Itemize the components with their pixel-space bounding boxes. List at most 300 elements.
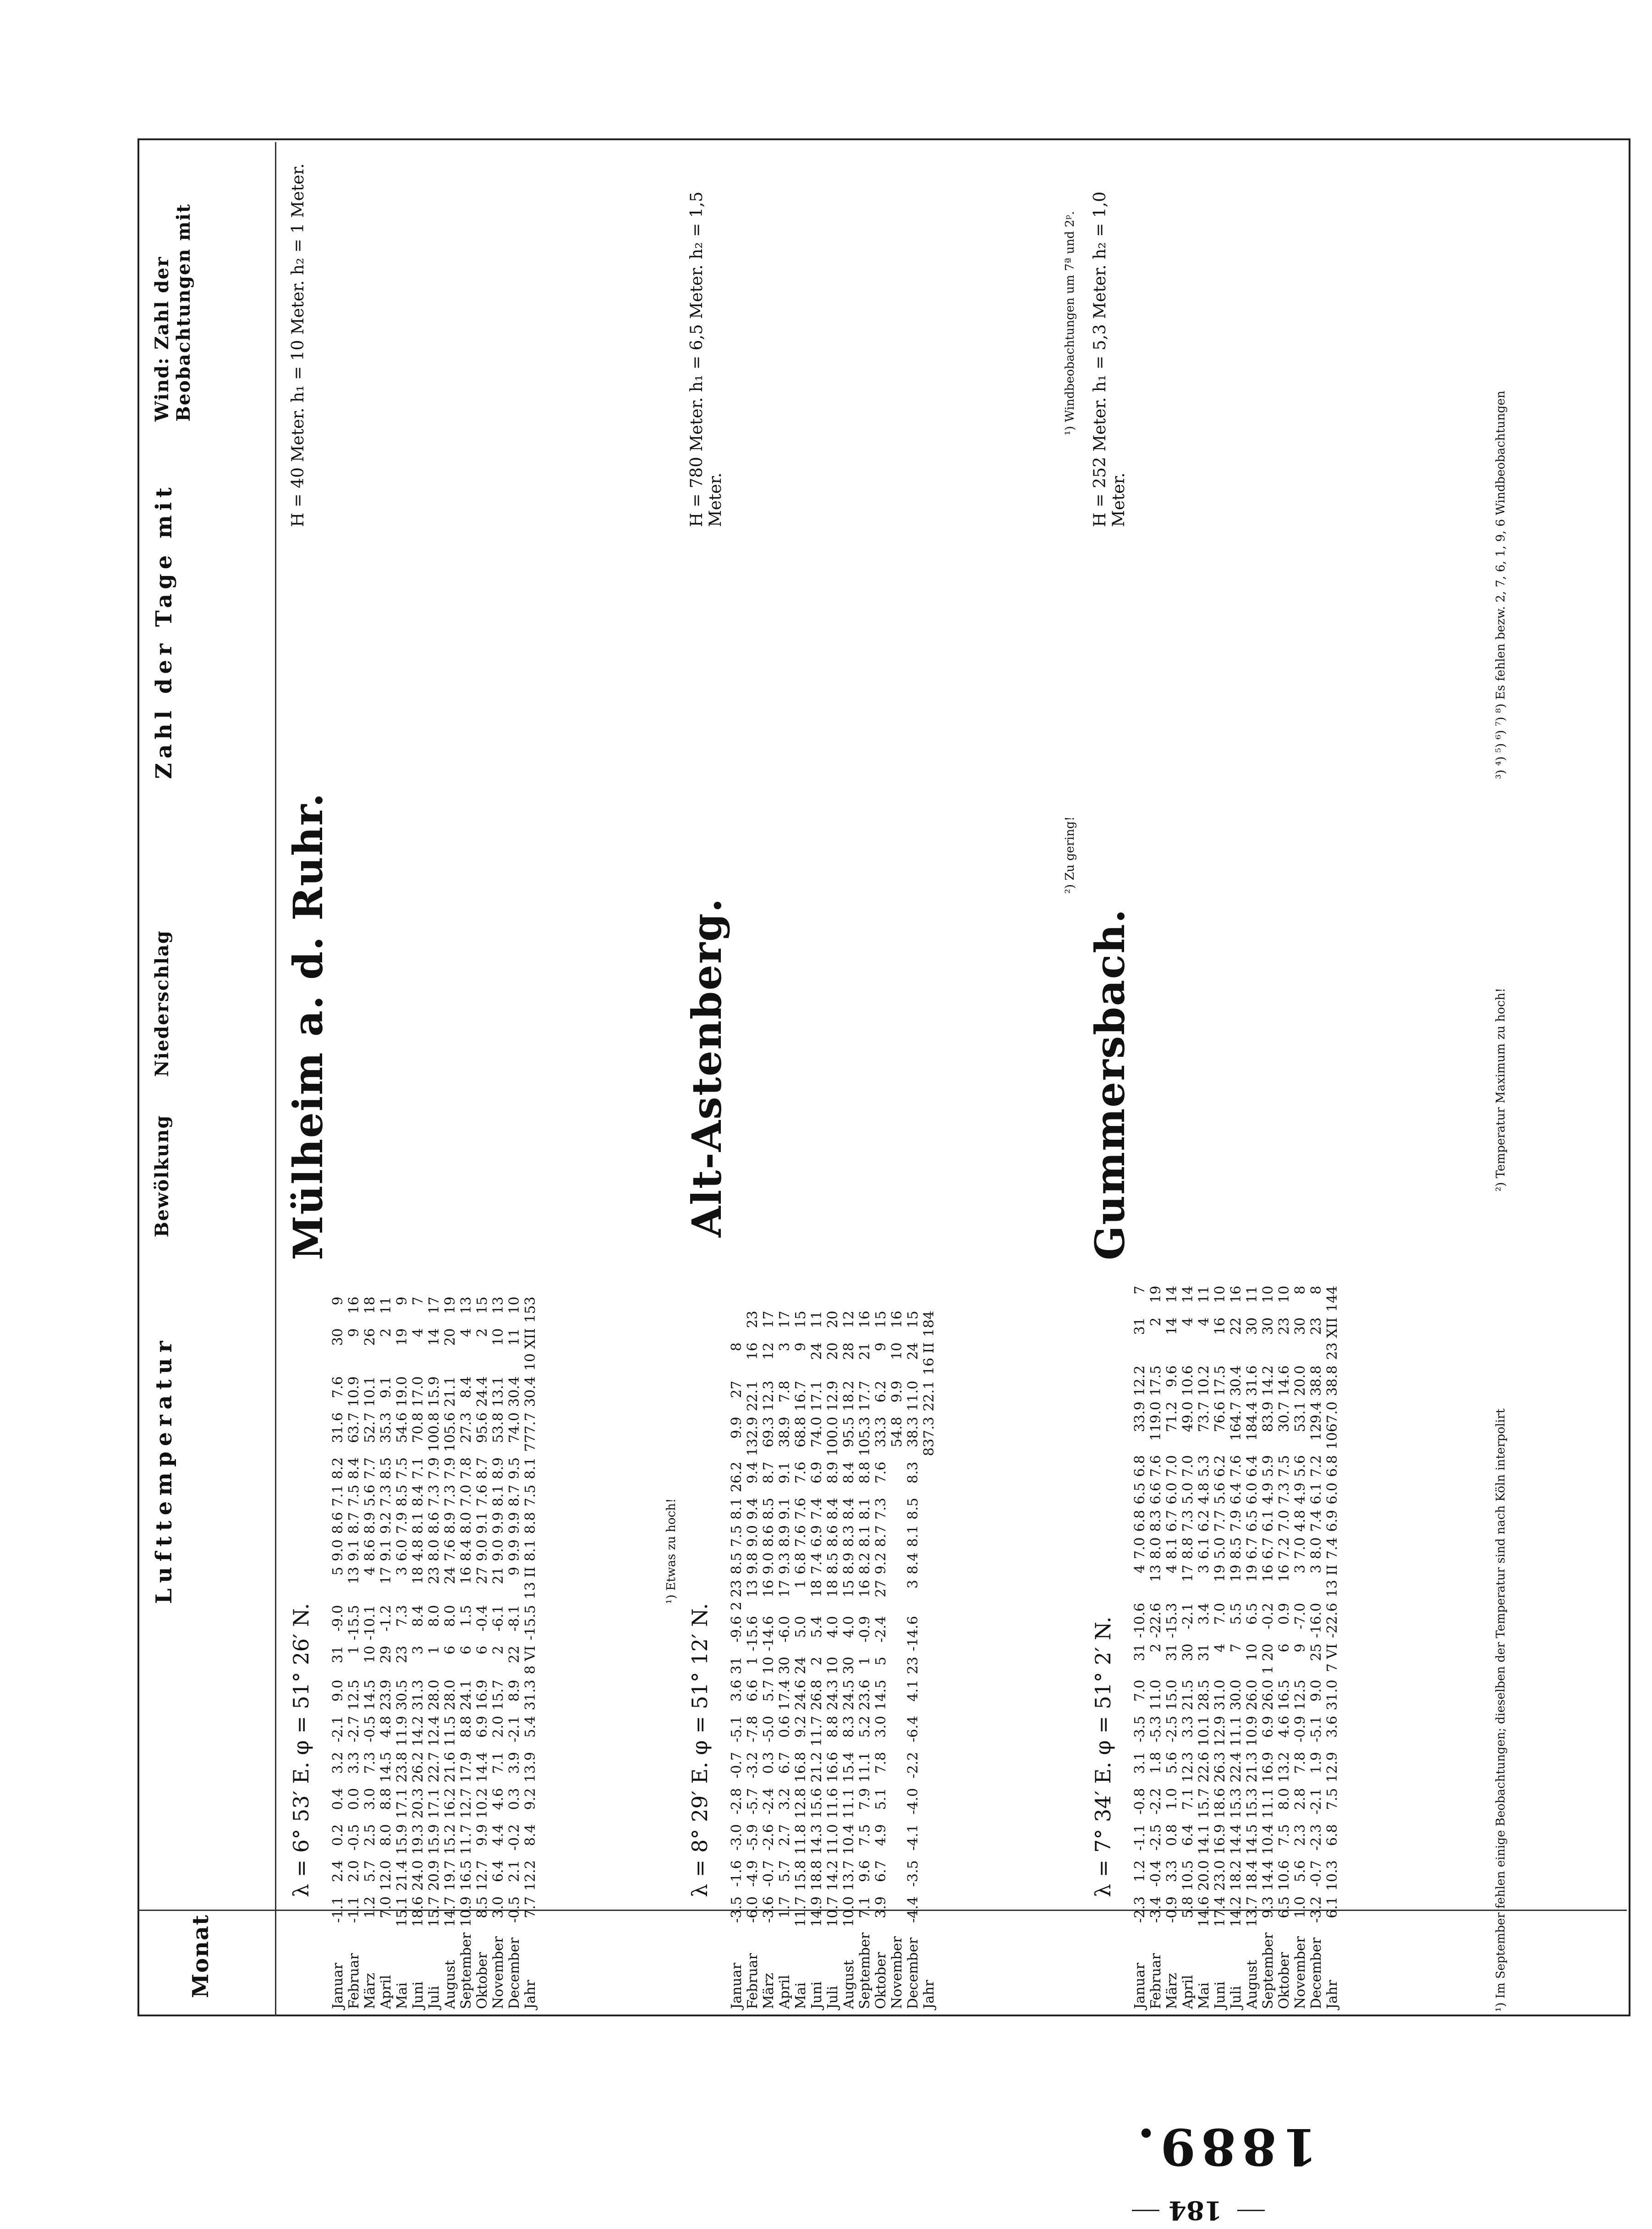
table-row: [522, 1294, 538, 2012]
value-cell: 7.0: [378, 1896, 394, 1918]
value-cell: -5.0: [761, 1716, 777, 1742]
value-cell: 12.9: [825, 1380, 841, 1411]
value-cell: 26.2: [410, 1751, 426, 1783]
value-cell: -0.4: [474, 1605, 490, 1632]
value-cell: 6.8: [1132, 1455, 1148, 1477]
table-row: [346, 1294, 362, 2012]
value-cell: 1: [426, 1646, 442, 1655]
value-cell: 8.4: [841, 1498, 857, 1520]
value-cell: 8.1: [522, 1457, 538, 1479]
value-cell: 4.6: [1276, 1716, 1292, 1738]
value-cell: 12.4: [426, 1716, 442, 1746]
section-3-footnote-2: ²) Temperatur Maximum zu hoch!: [1494, 988, 1508, 1191]
value-cell: 8.6: [761, 1525, 777, 1547]
table-row: [1212, 1283, 1228, 2012]
value-cell: 31.3: [522, 1680, 538, 1711]
value-cell: 28: [841, 1342, 857, 1360]
month-cell: Juli: [825, 1986, 841, 2009]
month-cell: Februar: [745, 1953, 761, 2009]
value-cell: [889, 1577, 905, 1613]
value-cell: 18: [809, 1580, 825, 1598]
value-cell: 8.4: [458, 1376, 474, 1398]
value-cell: 24.6: [793, 1680, 809, 1711]
table-row: [1308, 1283, 1324, 2012]
value-cell: 1.0: [1164, 1788, 1180, 1810]
table-row: [873, 1308, 889, 2012]
month-cell: Oktober: [1276, 1952, 1292, 2009]
value-cell: 20: [825, 1311, 841, 1329]
value-cell: -1.1: [346, 1896, 362, 1923]
value-cell: 23: [905, 1657, 921, 1674]
value-cell: 70.8: [410, 1412, 426, 1443]
value-cell: 76.6: [1212, 1401, 1228, 1433]
value-cell: 5.6: [1164, 1751, 1180, 1774]
value-cell: 33.3: [873, 1416, 889, 1448]
value-cell: 6: [442, 1646, 458, 1655]
value-cell: 27: [873, 1580, 889, 1598]
header-lufttemperatur: Lufttemperatur: [151, 1335, 177, 1604]
value-cell: 9.0: [761, 1552, 777, 1575]
value-cell: 20.0: [1292, 1365, 1308, 1396]
value-cell: 21.2: [809, 1751, 825, 1783]
value-cell: 7.0: [1180, 1455, 1196, 1477]
value-cell: 7.0: [1132, 1680, 1148, 1702]
value-cell: -10.6: [1132, 1603, 1148, 1638]
value-cell: -0.7: [729, 1751, 745, 1779]
value-cell: 7 VI: [1324, 1643, 1340, 1672]
value-cell: 4: [362, 1566, 378, 1576]
value-cell: 54.8: [889, 1416, 905, 1448]
value-cell: 4.1: [905, 1680, 921, 1702]
value-cell: 9.9: [506, 1512, 522, 1534]
value-cell: 0.3: [761, 1751, 777, 1774]
table-row: [777, 1308, 793, 2012]
value-cell: 7.5: [1276, 1455, 1292, 1477]
month-cell: Oktober: [474, 1952, 490, 2009]
value-cell: 23.8: [394, 1751, 410, 1783]
table-row: [362, 1294, 378, 2012]
value-cell: 2.0: [346, 1860, 362, 1883]
value-cell: 53.8: [490, 1412, 506, 1443]
value-cell: -2.4: [873, 1616, 889, 1643]
value-cell: -4.0: [905, 1788, 921, 1815]
value-cell: 31.0: [1212, 1680, 1228, 1711]
value-cell: 35.3: [378, 1412, 394, 1443]
value-cell: 4.8: [1196, 1482, 1212, 1504]
month-cell: April: [378, 1975, 394, 2009]
month-cell: Mai: [793, 1982, 809, 2009]
value-cell: 7.3: [1180, 1510, 1196, 1532]
value-cell: 8: [1292, 1285, 1308, 1295]
value-cell: 11.0: [905, 1380, 921, 1411]
value-cell: [921, 1713, 937, 1749]
value-cell: 9.1: [777, 1498, 793, 1520]
value-cell: [921, 1857, 937, 1894]
value-cell: 8.5: [729, 1552, 745, 1575]
value-cell: -1.6: [729, 1860, 745, 1887]
value-cell: 15: [873, 1311, 889, 1329]
value-cell: 24.0: [410, 1860, 426, 1891]
header-zahl-der-tage: Zahl der Tage mit: [151, 483, 177, 779]
value-cell: 2 23: [729, 1580, 745, 1611]
value-cell: 1.2: [1132, 1860, 1148, 1883]
value-cell: 19: [442, 1296, 458, 1314]
value-cell: 7.9: [1228, 1510, 1244, 1532]
value-cell: 8.9: [490, 1457, 506, 1479]
value-cell: [889, 1495, 905, 1522]
value-cell: 19: [1228, 1565, 1244, 1582]
value-cell: 12.3: [761, 1380, 777, 1411]
value-cell: 22.6: [1196, 1751, 1212, 1783]
value-cell: [921, 1550, 937, 1577]
value-cell: [921, 1522, 937, 1550]
value-cell: 9.0: [1308, 1680, 1324, 1702]
value-cell: 3.2: [330, 1751, 346, 1774]
month-cell: Jahr: [1324, 1980, 1340, 2009]
value-cell: 7.4: [809, 1498, 825, 1520]
value-cell: [921, 1495, 937, 1522]
value-cell: -0.2: [1260, 1603, 1276, 1630]
value-cell: 5.6: [1212, 1482, 1228, 1504]
value-cell: 3.0: [873, 1716, 889, 1738]
value-cell: 0.8: [1164, 1824, 1180, 1846]
value-cell: 30.7: [1276, 1401, 1292, 1433]
value-cell: 24: [905, 1342, 921, 1360]
value-cell: 10.2: [1196, 1365, 1212, 1396]
value-cell: 9.0: [745, 1525, 761, 1547]
month-cell: Januar: [330, 1963, 346, 2009]
value-cell: 18: [825, 1580, 841, 1598]
month-cell: März: [761, 1973, 777, 2009]
value-cell: 7.6: [793, 1461, 809, 1484]
value-cell: 9: [394, 1296, 410, 1306]
value-cell: 0.3: [506, 1788, 522, 1810]
value-cell: 5.6: [1292, 1860, 1308, 1883]
value-cell: 14.2: [825, 1860, 841, 1891]
section-2-title: Alt-Astenberg.: [683, 897, 730, 1237]
value-cell: 30.4: [1228, 1365, 1244, 1396]
value-cell: 16: [745, 1342, 761, 1360]
value-cell: 13: [490, 1296, 506, 1314]
value-cell: 8.8: [378, 1788, 394, 1810]
value-cell: 10: [825, 1657, 841, 1674]
value-cell: 1067.0: [1324, 1401, 1340, 1450]
value-cell: -7.8: [745, 1716, 761, 1742]
value-cell: 8.5: [474, 1896, 490, 1918]
value-cell: 15: [793, 1311, 809, 1329]
value-cell: 21: [490, 1566, 506, 1585]
value-cell: 10.0: [841, 1896, 857, 1927]
value-cell: 24: [809, 1342, 825, 1360]
value-cell: 1: [857, 1657, 873, 1666]
value-cell: 7.0: [1212, 1603, 1228, 1625]
value-cell: 27.3: [458, 1412, 474, 1443]
value-cell: 5.7: [777, 1860, 793, 1883]
value-cell: 9.8: [745, 1552, 761, 1575]
value-cell: 31.6: [330, 1412, 346, 1443]
value-cell: -2.5: [1148, 1824, 1164, 1851]
value-cell: 18.2: [841, 1380, 857, 1411]
value-cell: 3.3: [1180, 1716, 1196, 1738]
value-cell: 17: [777, 1311, 793, 1329]
value-cell: 8.1: [857, 1498, 873, 1520]
value-cell: 1.7: [777, 1896, 793, 1918]
value-cell: 5: [873, 1657, 889, 1666]
month-cell: December: [1308, 1937, 1324, 2009]
value-cell: 3: [1308, 1565, 1324, 1574]
value-cell: 31: [1164, 1643, 1180, 1661]
value-cell: 9.2: [873, 1552, 889, 1575]
value-cell: 29: [378, 1646, 394, 1664]
month-cell: December: [506, 1937, 522, 2009]
value-cell: -15.6: [745, 1616, 761, 1652]
value-cell: -0.5: [506, 1896, 522, 1923]
value-cell: 13.7: [1244, 1896, 1260, 1927]
table-row: [1324, 1283, 1340, 2012]
value-cell: 10.1: [1196, 1716, 1212, 1746]
value-cell: 6.9: [1324, 1510, 1340, 1532]
value-cell: 16.9: [474, 1680, 490, 1711]
value-cell: -16.0: [1308, 1603, 1324, 1638]
value-cell: -0.4: [1148, 1860, 1164, 1887]
value-cell: 22: [1228, 1317, 1244, 1335]
value-cell: 11: [809, 1311, 825, 1329]
value-cell: 10.7: [825, 1896, 841, 1927]
month-cell: August: [1244, 1960, 1260, 2009]
value-cell: 14.4: [1260, 1860, 1276, 1891]
value-cell: 27: [474, 1566, 490, 1585]
value-cell: 7.9: [394, 1512, 410, 1534]
value-cell: 5.0: [1212, 1537, 1228, 1559]
value-cell: 2: [474, 1328, 490, 1337]
value-cell: [889, 1785, 905, 1822]
value-cell: 15.9: [426, 1376, 442, 1407]
value-cell: 12.3: [1180, 1751, 1196, 1783]
value-cell: 15.7: [490, 1680, 506, 1711]
value-cell: 15.7: [1196, 1788, 1212, 1819]
value-cell: 10.2: [474, 1788, 490, 1819]
value-cell: 4: [1196, 1317, 1212, 1326]
value-cell: 10: [889, 1342, 905, 1360]
value-cell: -3.0: [729, 1824, 745, 1851]
value-cell: 20: [442, 1328, 458, 1346]
section-3-title: Gummersbach.: [1086, 908, 1134, 1260]
value-cell: 15.3: [1228, 1788, 1244, 1819]
value-cell: 22.7: [426, 1751, 442, 1783]
value-cell: 23: [1308, 1317, 1324, 1335]
value-cell: 22.1: [745, 1380, 761, 1411]
value-cell: 69.3: [761, 1416, 777, 1448]
value-cell: 16: [857, 1311, 873, 1329]
value-cell: 73.7: [1196, 1401, 1212, 1433]
value-cell: 9.9: [729, 1416, 745, 1439]
table-row: [809, 1308, 825, 2012]
value-cell: 14.5: [873, 1680, 889, 1711]
value-cell: 30: [841, 1657, 857, 1674]
value-cell: 6.5: [1244, 1603, 1260, 1625]
page-number-dash-left: [1132, 2210, 1159, 2211]
value-cell: 14.2: [410, 1716, 426, 1746]
value-cell: 7.1: [330, 1484, 346, 1507]
value-cell: 129.4: [1308, 1401, 1324, 1441]
value-cell: 28.0: [442, 1680, 458, 1711]
value-cell: 30: [330, 1328, 346, 1346]
value-cell: 6.7: [777, 1751, 793, 1774]
value-cell: 3.0: [362, 1788, 378, 1810]
value-cell: 8.9: [841, 1552, 857, 1575]
month-cell: Februar: [1148, 1953, 1164, 2009]
value-cell: 7.8: [873, 1751, 889, 1774]
value-cell: 18.8: [809, 1860, 825, 1891]
value-cell: 17.5: [1148, 1365, 1164, 1396]
value-cell: 100.8: [426, 1412, 442, 1452]
value-cell: 23.0: [1212, 1860, 1228, 1891]
value-cell: 10: [506, 1296, 522, 1314]
value-cell: 2.0: [490, 1716, 506, 1738]
value-cell: 8.9: [825, 1461, 841, 1484]
value-cell: 30.5: [394, 1680, 410, 1711]
value-cell: [889, 1857, 905, 1894]
value-cell: 7.5: [1276, 1824, 1292, 1846]
value-cell: -5.9: [745, 1824, 761, 1851]
value-cell: 7.3: [442, 1484, 458, 1507]
value-cell: 13: [745, 1580, 761, 1598]
value-cell: 7.2: [1276, 1537, 1292, 1559]
table-row: [1244, 1283, 1260, 2012]
value-cell: 7.1: [410, 1457, 426, 1479]
value-cell: 31: [729, 1657, 745, 1674]
value-cell: [921, 1577, 937, 1613]
value-cell: 17.7: [857, 1380, 873, 1411]
value-cell: 30.4: [506, 1376, 522, 1407]
value-cell: 11: [378, 1296, 394, 1314]
table-row: [1132, 1283, 1148, 2012]
value-cell: 9.2: [793, 1716, 809, 1738]
value-cell: -3.2: [1308, 1896, 1324, 1923]
value-cell: 9: [1292, 1643, 1308, 1653]
value-cell: 9.1: [777, 1461, 793, 1484]
value-cell: 4.0: [825, 1616, 841, 1638]
value-cell: 10.4: [841, 1824, 857, 1855]
month-cell: Juni: [809, 1981, 825, 2009]
value-cell: 9: [346, 1328, 362, 1337]
value-cell: 22: [506, 1646, 522, 1664]
value-cell: 20.9: [426, 1860, 442, 1891]
value-cell: -5.1: [1308, 1716, 1324, 1742]
value-cell: 7.0: [1292, 1537, 1308, 1559]
value-cell: 13.7: [841, 1860, 857, 1891]
value-cell: 10.6: [1180, 1365, 1196, 1396]
value-cell: [889, 1713, 905, 1749]
value-cell: 19.0: [394, 1376, 410, 1407]
value-cell: 15: [841, 1580, 857, 1598]
value-cell: 12: [841, 1311, 857, 1329]
value-cell: 9: [506, 1566, 522, 1576]
value-cell: 6.8: [1132, 1510, 1148, 1532]
value-cell: 11.7: [809, 1716, 825, 1746]
value-cell: 8.4: [825, 1498, 841, 1520]
value-cell: 30: [777, 1657, 793, 1674]
value-cell: 0.0: [346, 1788, 362, 1810]
value-cell: 0.9: [1276, 1603, 1292, 1625]
value-cell: 9.4: [745, 1498, 761, 1520]
month-cell: März: [1164, 1973, 1180, 2009]
value-cell: 8.9: [777, 1525, 793, 1547]
value-cell: 16.5: [458, 1860, 474, 1891]
value-cell: 6.1: [1324, 1896, 1340, 1918]
table-row: [442, 1294, 458, 2012]
value-cell: 8.7: [506, 1484, 522, 1507]
value-cell: 11: [506, 1328, 522, 1346]
value-cell: 2: [1148, 1643, 1164, 1653]
value-cell: 10.9: [458, 1896, 474, 1927]
value-cell: 5: [330, 1566, 346, 1576]
value-cell: 164.7: [1228, 1401, 1244, 1441]
month-cell: August: [442, 1960, 458, 2009]
value-cell: 38.8: [1324, 1365, 1340, 1396]
value-cell: 8.1: [410, 1512, 426, 1534]
section-3-coords: λ = 7° 34′ E. φ = 51° 2′ N.: [1091, 1616, 1115, 1897]
value-cell: 74.0: [809, 1416, 825, 1448]
value-cell: 5.6: [362, 1484, 378, 1507]
month-cell: Oktober: [873, 1952, 889, 2009]
value-cell: 23.6: [857, 1680, 873, 1711]
value-cell: 23: [426, 1566, 442, 1585]
page-number: 184: [1169, 2195, 1222, 2225]
month-cell: März: [362, 1973, 378, 2009]
value-cell: 3.9: [873, 1896, 889, 1918]
value-cell: 2: [1148, 1317, 1164, 1326]
value-cell: 7: [1228, 1643, 1244, 1653]
value-cell: 11: [1196, 1285, 1212, 1303]
value-cell: 8.7: [761, 1461, 777, 1484]
section-1-coords: λ = 6° 53′ E. φ = 51° 26′ N.: [289, 1603, 313, 1897]
value-cell: 11.1: [1260, 1788, 1276, 1819]
value-cell: 10: [490, 1328, 506, 1346]
value-cell: 7.3: [426, 1484, 442, 1507]
value-cell: 6.0: [1324, 1482, 1340, 1504]
value-cell: 7.2: [1308, 1455, 1324, 1477]
value-cell: 9.2: [522, 1788, 538, 1810]
value-cell: 5.4: [522, 1716, 538, 1738]
value-cell: 16.9: [1260, 1751, 1276, 1783]
value-cell: 4: [1180, 1317, 1196, 1326]
value-cell: 9.3: [777, 1552, 793, 1575]
value-cell: -9.0: [330, 1605, 346, 1632]
value-cell: 7.0: [1276, 1510, 1292, 1532]
value-cell: 9: [793, 1342, 809, 1351]
value-cell: 2.7: [777, 1824, 793, 1846]
table-row: [745, 1308, 761, 2012]
table-row: [410, 1294, 426, 2012]
value-cell: 16: [458, 1566, 474, 1585]
value-cell: -5.3: [1148, 1716, 1164, 1742]
header-divider: [275, 142, 276, 2016]
value-cell: -0.9: [1164, 1896, 1180, 1923]
value-cell: 30: [1292, 1317, 1308, 1335]
value-cell: 17.4: [1212, 1896, 1228, 1927]
value-cell: -2.7: [346, 1716, 362, 1742]
value-cell: 8.0: [1148, 1537, 1164, 1559]
value-cell: 21.1: [442, 1376, 458, 1407]
value-cell: [889, 1550, 905, 1577]
value-cell: 1.9: [1308, 1751, 1324, 1774]
value-cell: 17: [1180, 1565, 1196, 1582]
value-cell: 10.6: [1276, 1860, 1292, 1891]
value-cell: [889, 1749, 905, 1785]
value-cell: -10.1: [362, 1605, 378, 1641]
value-cell: 8.4: [522, 1824, 538, 1846]
